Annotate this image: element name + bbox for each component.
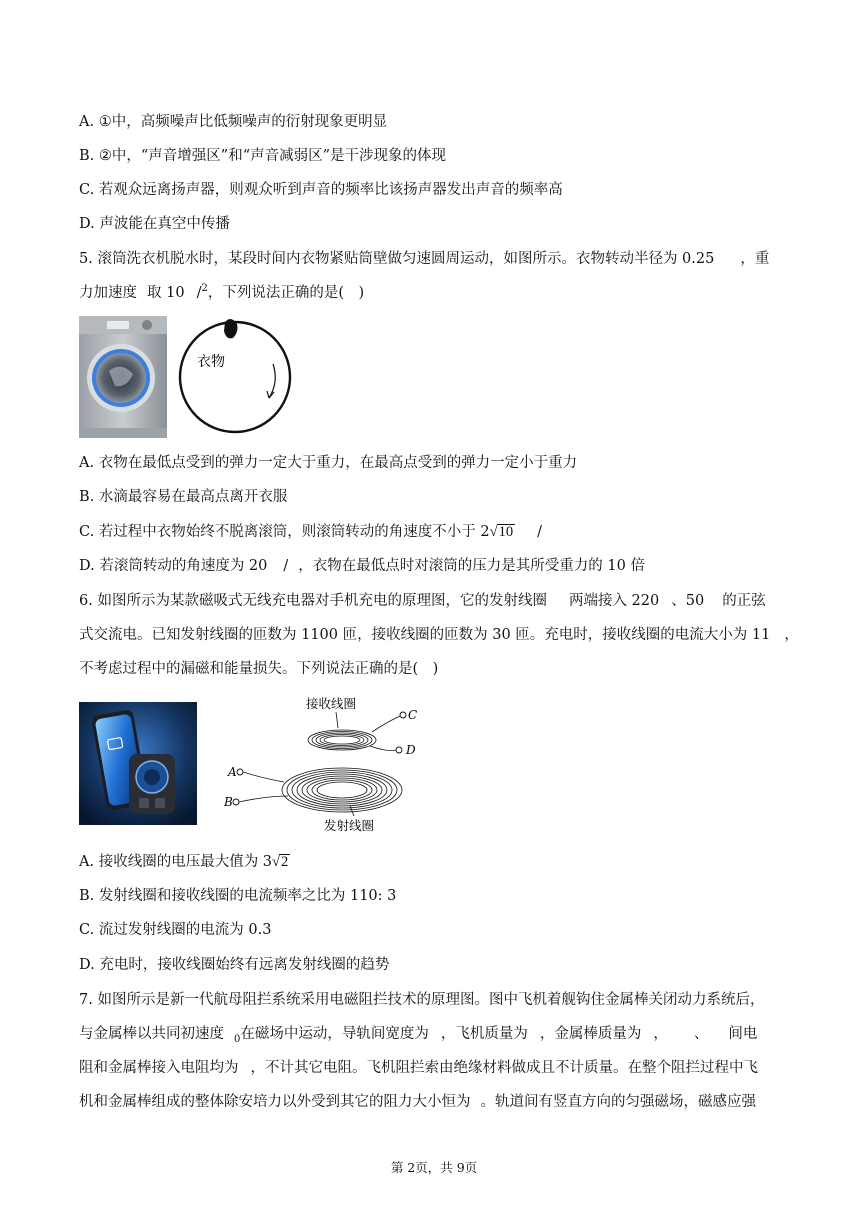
- q5-option-b: B. 水滴最容易在最高点离开衣服: [79, 489, 288, 505]
- q6-option-a: A. 接收线圈的电压最大值为 3√2: [79, 854, 289, 870]
- label-b: B: [224, 795, 233, 809]
- q7-line-4: [79, 1092, 756, 1112]
- rotation-arrow: [269, 364, 275, 398]
- q5-stem-2b: 取 10: [147, 285, 185, 301]
- label-a: A: [228, 765, 237, 779]
- q6-option-d: D. 充电时，接收线圈始终有远离发射线圈的趋势: [79, 957, 390, 973]
- q5-stem-line-2: [79, 283, 364, 305]
- q4-option-a: A. ①中，高频噪声比低频噪声的衍射现象更明显: [79, 114, 388, 130]
- q5-stem-2a: 力加速度: [79, 285, 137, 301]
- q6-line1b: 两端接入 220: [568, 593, 660, 609]
- q6-stem-line-3: 不考虑过程中的漏磁和能量损失。下列说法正确的是( ): [79, 661, 439, 677]
- q7-line3a: 阻和金属棒接入电阻均为: [79, 1060, 239, 1076]
- clothes-rotation-diagram: [175, 316, 295, 438]
- q5-option-d-a: D. 若滚筒转动的角速度为 20: [79, 558, 268, 574]
- q6-stem-line-2: [79, 625, 799, 645]
- q7-line2a: 与金属棒以共同初速度: [79, 1026, 224, 1042]
- q6-line1d: 的正弦: [722, 593, 766, 609]
- q5-stem-1b: ，重: [740, 251, 770, 267]
- q7-line2c: ，飞机质量为: [440, 1026, 528, 1042]
- label-d: D: [406, 743, 416, 757]
- q7-line-3: [79, 1058, 758, 1078]
- label-c: C: [408, 708, 418, 722]
- lead-d: [370, 746, 396, 751]
- q7-line2b: 在磁场中运动，导轨间宽度为: [240, 1026, 429, 1042]
- q6-line2a: 式交流电。已知发射线圈的匝数为 1100 匝，接收线圈的匝数为 30 匝。充电时，接收线圈的电流大小为 11: [79, 627, 771, 643]
- q7-line2e: ，: [653, 1026, 668, 1042]
- transmit-coil: [282, 768, 402, 812]
- q5-stem-2d: ，下列说法正确的是( ): [207, 285, 365, 301]
- q6-stem-line-1: [79, 591, 766, 611]
- lead-a: [243, 772, 284, 782]
- q6-option-a-text: A. 接收线圈的电压最大值为 3: [79, 854, 273, 870]
- q6-line1a: 6. 如图所示为某款磁吸式无线充电器对手机充电的原理图，它的发射线圈: [79, 593, 547, 609]
- drum-circle: [180, 322, 290, 432]
- q6-option-b: B. 发射线圈和接收线圈的电流频率之比为 110: 3: [79, 888, 397, 904]
- terminal-b: [233, 799, 239, 805]
- q7-line2sub: 0: [234, 1034, 241, 1045]
- page-footer: 第 2页，共 9页: [390, 1160, 478, 1175]
- q5-stem-1a: 5. 滚筒洗衣机脱水时，某段时间内衣物紧贴筒壁做匀速圆周运动，如图所示。衣物转动半径为 0.25: [79, 251, 715, 267]
- receive-coil-label: 接收线圈: [306, 696, 357, 711]
- q7-line3b: ，不计其它电阻。飞机阻拦索由绝缘材料做成且不计质量。在整个阻拦过程中飞: [250, 1060, 758, 1076]
- q5-option-d-b: /: [283, 558, 289, 574]
- wireless-charger-photo: [79, 702, 197, 825]
- q5-stem-line-1: [79, 249, 769, 269]
- q7-line2g: 间电: [728, 1026, 758, 1042]
- q7-line2d: ，金属棒质量为: [539, 1026, 642, 1042]
- q7-line-2: [79, 1024, 757, 1046]
- q5-stem-2sup: 2: [201, 283, 208, 294]
- terminal-a: [237, 769, 243, 775]
- washing-machine-photo: [79, 316, 167, 438]
- q6-line1c: 、50: [671, 593, 705, 609]
- q7-line-1: 7. 如图所示是新一代航母阻拦系统采用电磁阻拦技术的原理图。图中飞机着舰钩住金属棒关闭动力系统后，: [79, 992, 765, 1008]
- q7-line4b: 。轨道间有竖直方向的匀强磁场，磁感应强: [480, 1094, 756, 1110]
- receive-coil: [308, 730, 376, 750]
- q4-option-d: D. 声波能在真空中传播: [79, 216, 230, 232]
- q5-option-c-unit: /: [537, 524, 542, 540]
- q5-option-c: C. 若过程中衣物始终不脱离滚筒，则滚筒转动的角速度不小于 2√10 /: [79, 524, 542, 540]
- q7-line2f: 、: [693, 1026, 709, 1042]
- clothes-label: 衣物: [197, 354, 225, 370]
- q5-option-d-c: ，衣物在最低点时对滚筒的压力是其所受重力的 10 倍: [298, 558, 645, 574]
- q5-option-d: [79, 556, 645, 576]
- q6-option-a-root: 2: [281, 854, 289, 870]
- q5-option-c-text: C. 若过程中衣物始终不脱离滚筒，则滚筒转动的角速度不小于 2: [79, 524, 490, 540]
- lead-c: [372, 716, 400, 732]
- q4-option-c: C. 若观众远离扬声器，则观众听到声音的频率比该扬声器发出声音的频率高: [79, 182, 563, 198]
- q7-line4a: 机和金属棒组成的整体除安培力以外受到其它的阻力大小恒为: [79, 1094, 471, 1110]
- transmit-coil-label: 发射线圈: [324, 818, 375, 832]
- q5-option-c-root: 10: [498, 524, 514, 540]
- q6-line2b: ，: [784, 627, 799, 643]
- q5-stem-2c: /: [196, 285, 202, 301]
- terminal-c: [400, 712, 406, 718]
- terminal-d: [396, 747, 402, 753]
- lead-b: [239, 796, 288, 802]
- q5-option-a: A. 衣物在最低点受到的弹力一定大于重力，在最高点受到的弹力一定小于重力: [79, 455, 578, 471]
- coil-diagram: [222, 692, 422, 832]
- q6-option-c: C. 流过发射线圈的电流为 0.3: [79, 922, 272, 938]
- q4-option-b: B. ②中，“声音增强区”和“声音减弱区”是干涉现象的体现: [79, 148, 447, 164]
- receive-label-leader: [336, 712, 338, 728]
